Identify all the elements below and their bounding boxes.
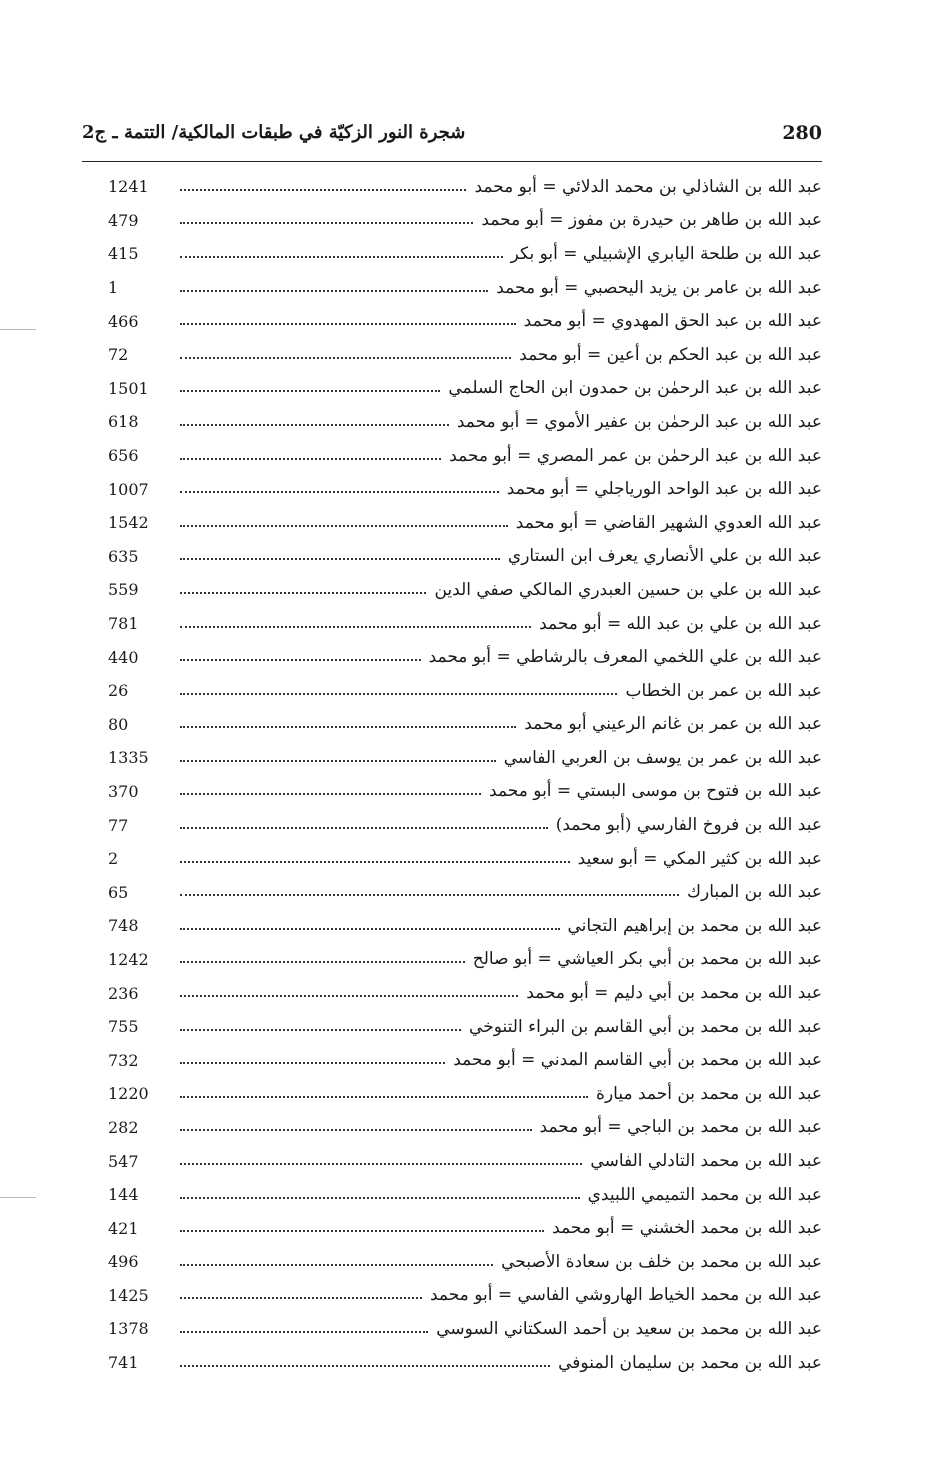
entry-page-number: 370 bbox=[108, 781, 139, 801]
dot-leader bbox=[180, 424, 449, 426]
dot-leader bbox=[180, 1230, 544, 1232]
entry-name: عبد الله بن عبد الحق المهدوي = أبو محمد bbox=[523, 311, 822, 332]
entry-page-number: 2 bbox=[108, 849, 119, 869]
entry-name: عبد الله بن محمد بن أبي دليم = أبو محمد bbox=[526, 983, 822, 1004]
index-entry bbox=[108, 237, 822, 271]
entry-name: عبد الله بن فتوح بن موسى البستي = أبو محمد bbox=[489, 781, 822, 802]
entry-page-number: 466 bbox=[108, 311, 139, 331]
entry-page-number: 741 bbox=[108, 1353, 139, 1373]
entry-name: عبد الله العدوي الشهير القاضي = أبو محمد bbox=[515, 512, 822, 533]
index-entry bbox=[108, 1010, 822, 1044]
index-entry bbox=[108, 640, 822, 674]
dot-leader bbox=[180, 1264, 493, 1266]
index-entry bbox=[108, 976, 822, 1010]
index-entry bbox=[108, 808, 822, 842]
entry-name: عبد الله بن فروخ الفارسي (أبو محمد) bbox=[555, 815, 822, 836]
page-header bbox=[82, 118, 822, 158]
index-entry bbox=[108, 1043, 822, 1077]
entry-page-number: 635 bbox=[108, 546, 139, 566]
entry-name: عبد الله بن محمد بن خلف بن سعادة الأصبحي bbox=[501, 1251, 822, 1272]
index-entry bbox=[108, 573, 822, 607]
index-entry bbox=[108, 875, 822, 909]
dot-leader bbox=[180, 256, 503, 258]
entry-name: عبد الله بن محمد بن أحمد ميارة bbox=[596, 1083, 822, 1104]
entry-page-number: 618 bbox=[108, 412, 139, 432]
entry-name: عبد الله بن طلحة اليابري الإشبيلي = أبو بكر bbox=[510, 243, 822, 264]
entry-name: عبد الله بن محمد بن أبي القاسم المدني = أبو محمد bbox=[453, 1050, 822, 1071]
index-entry bbox=[108, 439, 822, 473]
dot-leader bbox=[180, 626, 531, 628]
index-entry bbox=[108, 540, 822, 574]
dot-leader bbox=[180, 861, 570, 863]
index-entry bbox=[108, 1144, 822, 1178]
index-entry bbox=[108, 708, 822, 742]
index-entry bbox=[108, 607, 822, 641]
dot-leader bbox=[180, 558, 500, 560]
entry-name: عبد الله بن طاهر بن حيدرة بن مفوز = أبو محمد bbox=[481, 210, 822, 231]
entry-name: عبد الله بن محمد بن أبي القاسم بن البراء التنوخي bbox=[469, 1016, 822, 1037]
entry-page-number: 282 bbox=[108, 1117, 139, 1137]
dot-leader bbox=[180, 659, 421, 661]
entry-page-number: 755 bbox=[108, 1017, 139, 1037]
entry-page-number: 421 bbox=[108, 1218, 139, 1238]
entry-name: عبد الله بن محمد بن سعيد بن أحمد السكتاني السوسي bbox=[436, 1318, 822, 1339]
dot-leader bbox=[180, 928, 560, 930]
index-entry bbox=[108, 1312, 822, 1346]
dot-leader bbox=[180, 1297, 422, 1299]
index-entry bbox=[108, 170, 822, 204]
margin-mark bbox=[0, 329, 36, 330]
entry-page-number: 496 bbox=[108, 1252, 139, 1272]
entry-page-number: 732 bbox=[108, 1050, 139, 1070]
entry-page-number: 1241 bbox=[108, 177, 149, 197]
entry-page-number: 1242 bbox=[108, 949, 149, 969]
index-entry bbox=[108, 304, 822, 338]
book-title: شجرة النور الزكيّة في طبقات المالكية/ التتمة ـ ج2 bbox=[82, 122, 466, 143]
dot-leader bbox=[180, 1096, 588, 1098]
dot-leader bbox=[180, 390, 440, 392]
index-entry bbox=[108, 741, 822, 775]
dot-leader bbox=[180, 1163, 582, 1165]
entry-page-number: 1220 bbox=[108, 1084, 149, 1104]
entry-name: عبد الله بن عبد الحكم بن أعين = أبو محمد bbox=[519, 344, 822, 365]
index-entry bbox=[108, 1211, 822, 1245]
dot-leader bbox=[180, 726, 516, 728]
entry-name: عبد الله بن الشاذلي بن محمد الدلائي = أبو محمد bbox=[474, 176, 822, 197]
header-rule bbox=[82, 161, 822, 162]
index-entry bbox=[108, 506, 822, 540]
dot-leader bbox=[180, 1197, 580, 1199]
dot-leader bbox=[180, 222, 473, 224]
entry-name: عبد الله بن علي اللخمي المعرف بالرشاطي = أبو محمد bbox=[428, 647, 822, 668]
dot-leader bbox=[180, 189, 466, 191]
entry-name: عبد الله بن عمر بن يوسف بن العربي الفاسي bbox=[503, 747, 822, 768]
dot-leader bbox=[180, 458, 441, 460]
entry-name: عبد الله بن محمد الخشني = أبو محمد bbox=[552, 1218, 822, 1239]
entry-name: عبد الله بن علي بن حسين العبدري المالكي صفي الدين bbox=[434, 579, 822, 600]
entry-page-number: 479 bbox=[108, 210, 139, 230]
entry-page-number: 77 bbox=[108, 815, 129, 835]
dot-leader bbox=[180, 491, 499, 493]
index-entry bbox=[108, 1077, 822, 1111]
dot-leader bbox=[180, 793, 481, 795]
index-entry bbox=[108, 943, 822, 977]
dot-leader bbox=[180, 961, 465, 963]
dot-leader bbox=[180, 827, 548, 829]
entry-page-number: 656 bbox=[108, 446, 139, 466]
index-entry bbox=[108, 909, 822, 943]
entry-page-number: 236 bbox=[108, 983, 139, 1003]
dot-leader bbox=[180, 1129, 532, 1131]
index-entry bbox=[108, 842, 822, 876]
entry-name: عبد الله بن عبد الواحد الورياجلي = أبو محمد bbox=[506, 479, 822, 500]
dot-leader bbox=[180, 525, 508, 527]
dot-leader bbox=[180, 760, 496, 762]
entry-name: عبد الله بن عبد الرحمٰن بن عفير الأموي = أبو محمد bbox=[456, 411, 822, 432]
entry-page-number: 1335 bbox=[108, 748, 149, 768]
index-entry bbox=[108, 338, 822, 372]
index-entry bbox=[108, 674, 822, 708]
entry-name: عبد الله بن محمد التادلي الفاسي bbox=[590, 1151, 822, 1172]
entry-name: عبد الله بن محمد بن سليمان المنوفي bbox=[558, 1352, 822, 1373]
entry-page-number: 1378 bbox=[108, 1319, 149, 1339]
dot-leader bbox=[180, 995, 518, 997]
index-entry bbox=[108, 372, 822, 406]
entry-page-number: 415 bbox=[108, 244, 139, 264]
index-entry bbox=[108, 204, 822, 238]
index-entry bbox=[108, 1178, 822, 1212]
entry-page-number: 547 bbox=[108, 1151, 139, 1171]
entry-page-number: 72 bbox=[108, 345, 129, 365]
entry-page-number: 1425 bbox=[108, 1285, 149, 1305]
index-entry bbox=[108, 1346, 822, 1380]
margin-mark bbox=[0, 1197, 36, 1198]
dot-leader bbox=[180, 357, 511, 359]
entry-page-number: 80 bbox=[108, 714, 129, 734]
entry-name: عبد الله بن كثير المكي = أبو سعيد bbox=[577, 848, 822, 869]
entry-page-number: 65 bbox=[108, 882, 129, 902]
entry-name: عبد الله بن عامر بن يزيد اليحصبي = أبو محمد bbox=[496, 277, 822, 298]
dot-leader bbox=[180, 1029, 461, 1031]
entry-page-number: 748 bbox=[108, 916, 139, 936]
entry-page-number: 1 bbox=[108, 278, 119, 298]
dot-leader bbox=[180, 894, 679, 896]
index-entry bbox=[108, 1279, 822, 1313]
index-entry bbox=[108, 405, 822, 439]
dot-leader bbox=[180, 290, 488, 292]
dot-leader bbox=[180, 693, 617, 695]
entry-page-number: 1542 bbox=[108, 513, 149, 533]
dot-leader bbox=[180, 1331, 428, 1333]
entry-page-number: 26 bbox=[108, 681, 129, 701]
dot-leader bbox=[180, 323, 516, 325]
entry-name: عبد الله بن محمد بن إبراهيم التجاني bbox=[567, 915, 822, 936]
index-entry bbox=[108, 1245, 822, 1279]
entry-name: عبد الله بن عمر بن الخطاب bbox=[625, 680, 822, 701]
dot-leader bbox=[180, 1062, 445, 1064]
entry-page-number: 559 bbox=[108, 580, 139, 600]
index-entry bbox=[108, 1111, 822, 1145]
dot-leader bbox=[180, 592, 426, 594]
entry-name: عبد الله بن عمر بن غانم الرعيني أبو محمد bbox=[524, 714, 822, 735]
index-list bbox=[108, 170, 822, 1379]
index-entry bbox=[108, 775, 822, 809]
entry-name: عبد الله بن عبد الرحمٰن بن حمدون ابن الحاج السلمي bbox=[448, 378, 822, 399]
entry-name: عبد الله بن عبد الرحمٰن بن عمر المصري = أبو محمد bbox=[449, 445, 822, 466]
entry-name: عبد الله بن علي الأنصاري يعرف ابن الستاري bbox=[507, 546, 822, 567]
page-number: 280 bbox=[782, 122, 822, 144]
entry-page-number: 1501 bbox=[108, 378, 149, 398]
entry-page-number: 1007 bbox=[108, 479, 149, 499]
index-entry bbox=[108, 271, 822, 305]
entry-name: عبد الله بن محمد بن الباجي = أبو محمد bbox=[539, 1117, 822, 1138]
entry-page-number: 440 bbox=[108, 647, 139, 667]
index-entry bbox=[108, 472, 822, 506]
entry-page-number: 781 bbox=[108, 614, 139, 634]
entry-name: عبد الله بن محمد التميمي اللبيدي bbox=[587, 1184, 822, 1205]
entry-name: عبد الله بن علي بن عبد الله = أبو محمد bbox=[539, 613, 822, 634]
entry-name: عبد الله بن محمد بن أبي بكر العياشي = أبو صالح bbox=[472, 949, 822, 970]
entry-page-number: 144 bbox=[108, 1185, 139, 1205]
entry-name: عبد الله بن المبارك bbox=[687, 882, 822, 903]
dot-leader bbox=[180, 1365, 550, 1367]
entry-name: عبد الله بن محمد الخياط الهاروشي الفاسي = أبو محمد bbox=[429, 1285, 822, 1306]
